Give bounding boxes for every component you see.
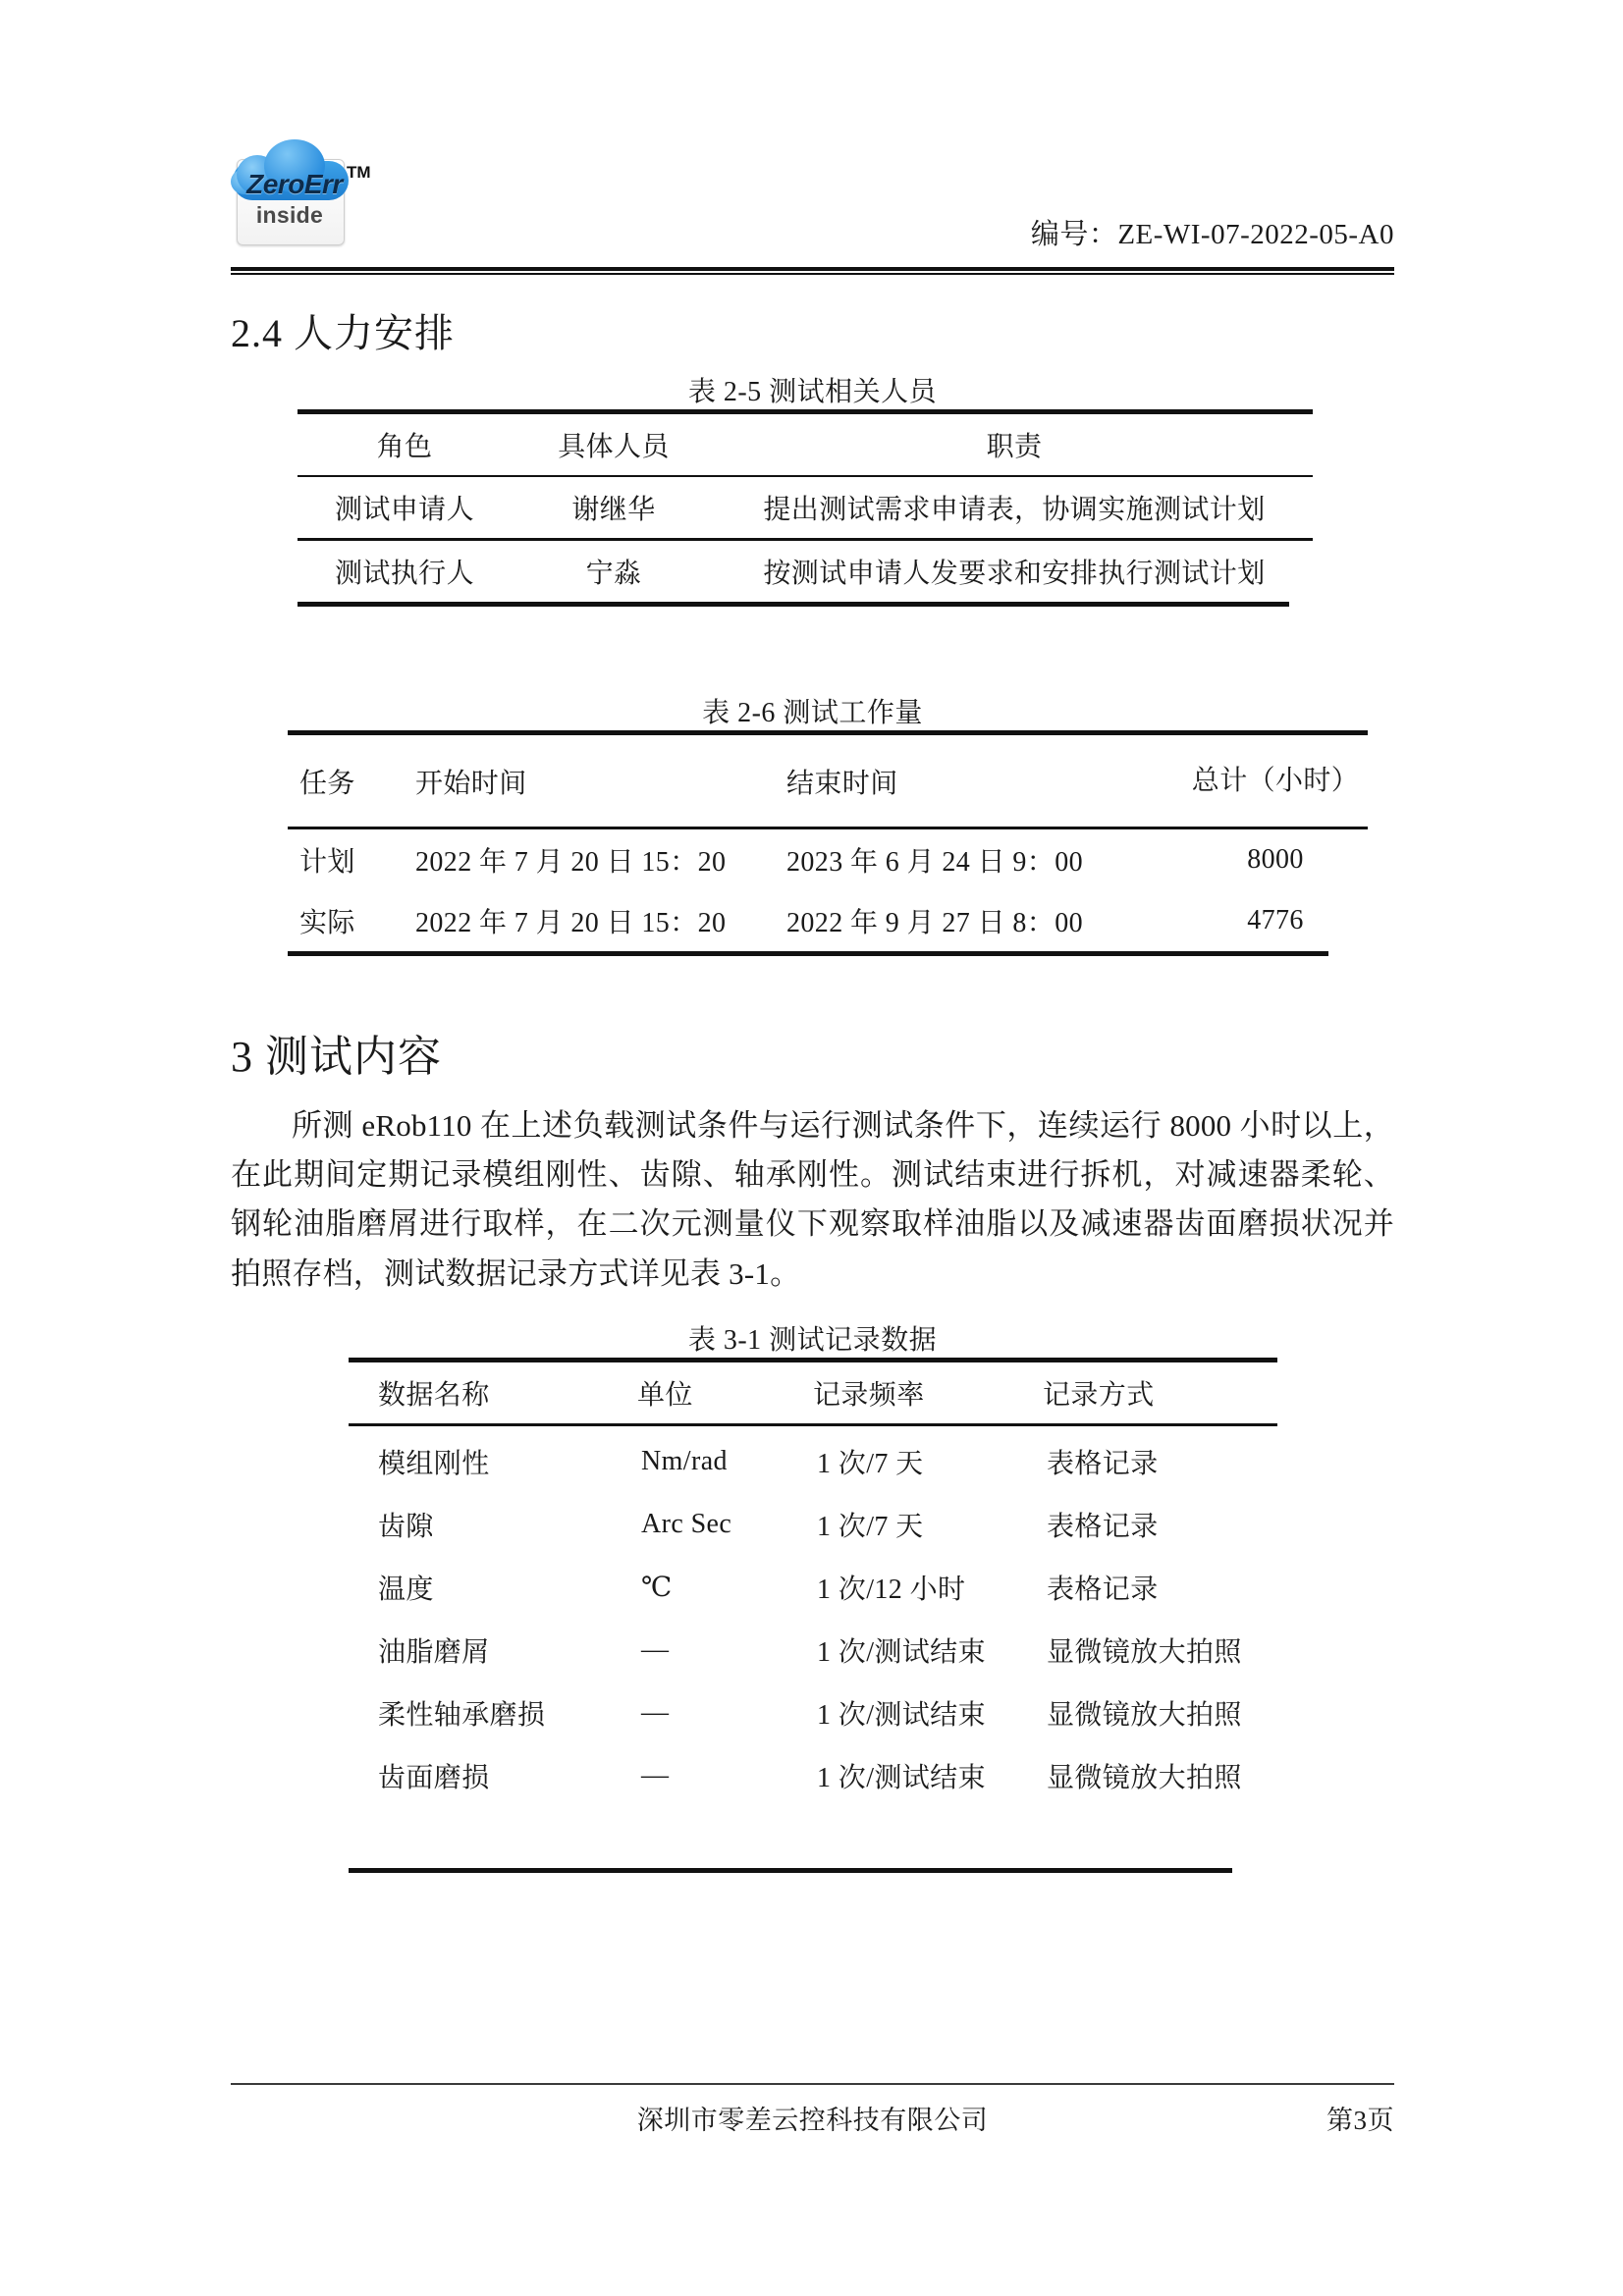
cell-data-name: 油脂磨屑 — [378, 1636, 490, 1668]
cell-start-time: 2022 年 7 月 20 日 15：20 — [415, 908, 727, 938]
cell-frequency: 1 次/测试结束 — [817, 1699, 986, 1731]
cell-role: 测试申请人 — [298, 476, 512, 540]
cell-total-hours: 4776 — [1247, 905, 1304, 935]
table-3-1-bottom-rule — [349, 1868, 1232, 1873]
column-header-role: 角色 — [298, 412, 512, 477]
table-header-row — [288, 733, 1368, 828]
cell-data-name: 齿隙 — [378, 1511, 434, 1542]
cell-unit: — — [641, 1696, 670, 1728]
cell-method: 显微镜放大拍照 — [1047, 1699, 1242, 1731]
table-row — [349, 1619, 1277, 1682]
cell-frequency: 1 次/7 天 — [813, 1424, 1043, 1493]
column-header-unit: 单位 — [637, 1360, 813, 1424]
table-row — [288, 890, 1368, 951]
table-row — [288, 828, 1368, 891]
page-content — [231, 291, 1394, 1873]
logo-wordmark: ZeroErr — [246, 169, 343, 199]
header-divider — [231, 267, 1394, 275]
column-header-total-hours: 总计（小时） — [1183, 733, 1368, 828]
section-title-3: 3 测试内容 — [231, 1033, 442, 1081]
cell-method: 显微镜放大拍照 — [1047, 1762, 1242, 1793]
cell-frequency: 1 次/测试结束 — [817, 1762, 986, 1793]
table-2-6-block — [231, 691, 1394, 956]
cell-frequency: 1 次/7 天 — [817, 1511, 924, 1542]
table-3-1 — [349, 1358, 1277, 1807]
cell-data-name: 柔性轴承磨损 — [378, 1699, 546, 1731]
zeroerr-logo — [231, 118, 378, 245]
cell-frequency: 1 次/12 小时 — [817, 1574, 966, 1605]
cell-end-time: 2023 年 6 月 24 日 9：00 — [783, 828, 1183, 891]
table-row — [298, 476, 1313, 540]
table-2-6-bottom-rule — [288, 951, 1328, 956]
column-header-start-time: 开始时间 — [411, 733, 783, 828]
table-2-5-caption: 表 2-5 测试相关人员 — [687, 377, 938, 407]
table-row — [349, 1424, 1277, 1493]
cell-person: 谢继华 — [512, 476, 716, 540]
column-header-person: 具体人员 — [512, 412, 716, 477]
table-row — [349, 1493, 1277, 1556]
section-title-2-4: 2.4 人力安排 — [231, 311, 455, 355]
cell-duty: 提出测试需求申请表，协调实施测试计划 — [716, 476, 1313, 540]
cell-task: 计划 — [288, 828, 411, 891]
logo-inside-label: inside — [255, 202, 324, 228]
document-number: 编号：ZE-WI-07-2022-05-A0 — [1030, 219, 1394, 250]
cell-frequency: 1 次/测试结束 — [817, 1636, 986, 1668]
column-header-frequency: 记录频率 — [813, 1360, 1043, 1424]
table-row — [349, 1682, 1277, 1744]
trademark-symbol: TM — [347, 163, 371, 182]
table-3-1-caption: 表 3-1 测试记录数据 — [687, 1324, 938, 1356]
column-header-duty: 职责 — [716, 412, 1313, 477]
cell-method: 显微镜放大拍照 — [1047, 1636, 1242, 1668]
cell-end-time: 2022 年 9 月 27 日 8：00 — [786, 908, 1084, 938]
footer-divider — [231, 2083, 1394, 2085]
table-2-5-bottom-rule — [298, 602, 1289, 607]
table-2-5-block — [231, 370, 1394, 607]
footer-page-number: 第3页 — [1326, 2106, 1394, 2135]
cell-method: 表格记录 — [1047, 1511, 1159, 1542]
cell-duty: 按测试申请人发要求和安排执行测试计划 — [716, 540, 1313, 603]
column-header-data-name: 数据名称 — [349, 1360, 637, 1424]
table-2-6 — [288, 730, 1368, 951]
table-row — [298, 540, 1313, 603]
table-row — [349, 1744, 1277, 1807]
column-header-task: 任务 — [288, 733, 411, 828]
table-2-6-caption: 表 2-6 测试工作量 — [702, 698, 923, 728]
cell-method: 表格记录 — [1043, 1424, 1277, 1493]
column-header-method: 记录方式 — [1043, 1360, 1277, 1424]
cell-unit: — — [641, 1759, 670, 1790]
cell-start-time: 2022 年 7 月 20 日 15：20 — [411, 828, 783, 891]
cell-unit: — — [641, 1633, 670, 1665]
cell-unit: Arc Sec — [641, 1508, 732, 1539]
cell-method: 表格记录 — [1047, 1574, 1159, 1605]
footer-company: 深圳市零差云控科技有限公司 — [636, 2106, 989, 2135]
table-header-row — [349, 1360, 1277, 1424]
column-header-end-time: 结束时间 — [783, 733, 1183, 828]
cell-total-hours: 8000 — [1183, 828, 1368, 891]
table-2-5 — [298, 409, 1313, 602]
cell-unit: ℃ — [641, 1572, 673, 1603]
section-3-paragraph: 所测 eRob110 在上述负载测试条件与运行测试条件下，连续运行 8000 小时以上，在此期间定期记录模组刚性、齿隙、轴承刚性。测试结束进行拆机，对减速器柔轮、钢轮油脂磨屑进行取样，在二次元测量仪下观察取样油脂以及减速器齿面磨损状况并拍照存档，测试数据记录方式详见表 3-1。 — [231, 1108, 1394, 1291]
cell-data-name: 模组刚性 — [349, 1424, 637, 1493]
cell-data-name: 齿面磨损 — [378, 1762, 490, 1793]
cell-unit: Nm/rad — [637, 1424, 813, 1493]
table-3-1-block — [231, 1318, 1394, 1873]
table-header-row — [298, 412, 1313, 477]
page-header — [231, 118, 1394, 265]
cell-task: 实际 — [299, 908, 355, 938]
cell-data-name: 温度 — [378, 1574, 434, 1605]
table-row — [349, 1556, 1277, 1619]
cell-person: 宁淼 — [512, 540, 716, 603]
cell-role: 测试执行人 — [298, 540, 512, 603]
